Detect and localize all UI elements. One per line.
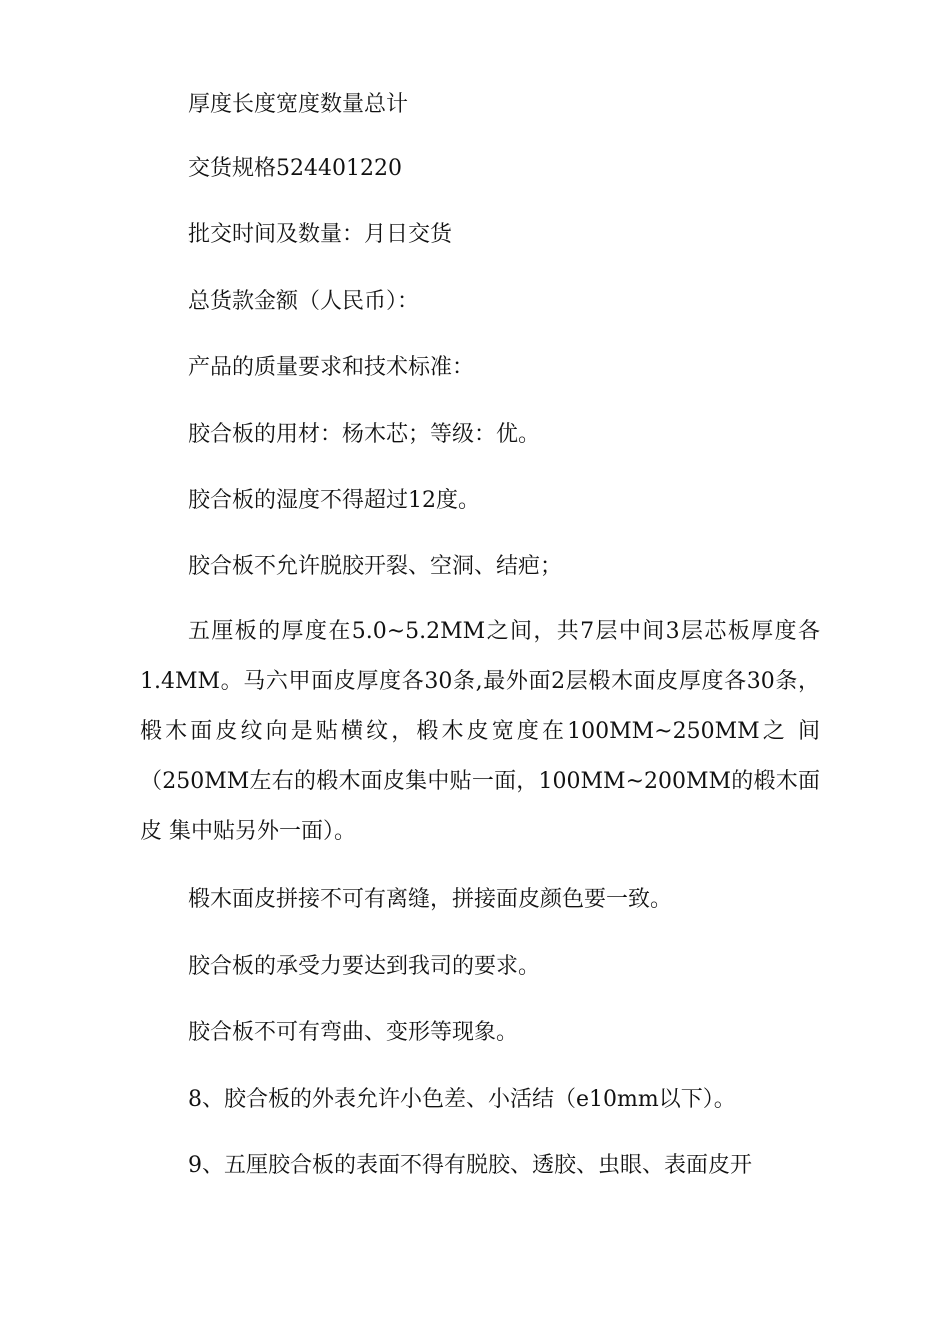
text-line-material: 胶合板的用材：杨木芯；等级：优。 <box>188 422 541 447</box>
paragraph-five-ply-thickness: 五厘板的厚度在5.0~5.2MM之间，共7层中间3层芯板厚度各1.4MM。马六甲面皮厚度各30条,最外面2层椴木面皮厚度各30条，椴木面皮纹向是贴横纹，椴木皮宽度在100MM~250MM之 间（250MM左右的椴木面皮集中贴一面，100MM~200MM的椴木面皮 集中贴另外一面）。 <box>140 619 820 844</box>
text-line-total-amount: 总货款金额（人民币）： <box>188 289 420 314</box>
text-line-no-warping: 胶合板不可有弯曲、变形等现象。 <box>188 1020 519 1045</box>
text-line-delivery-spec: 交货规格524401220 <box>188 156 402 181</box>
text-line-item-8: 8、胶合板的外表允许小色差、小活结（e10mm以下）。 <box>188 1087 736 1112</box>
text-line-item-9: 9、五厘胶合板的表面不得有脱胶、透胶、虫眼、表面皮开 <box>188 1153 752 1178</box>
text-line-splicing: 椴木面皮拼接不可有离缝，拼接面皮颜色要一致。 <box>188 887 673 912</box>
text-line-defects: 胶合板不允许脱胶开裂、空洞、结疤； <box>188 554 563 579</box>
text-line-quality-standard: 产品的质量要求和技术标准： <box>188 355 475 380</box>
text-line-humidity: 胶合板的湿度不得超过12度。 <box>188 488 480 513</box>
text-line-thickness-header: 厚度长度宽度数量总计 <box>188 92 409 117</box>
text-line-load-bearing: 胶合板的承受力要达到我司的要求。 <box>188 954 541 979</box>
text-line-delivery-time: 批交时间及数量：月日交货 <box>188 222 453 247</box>
